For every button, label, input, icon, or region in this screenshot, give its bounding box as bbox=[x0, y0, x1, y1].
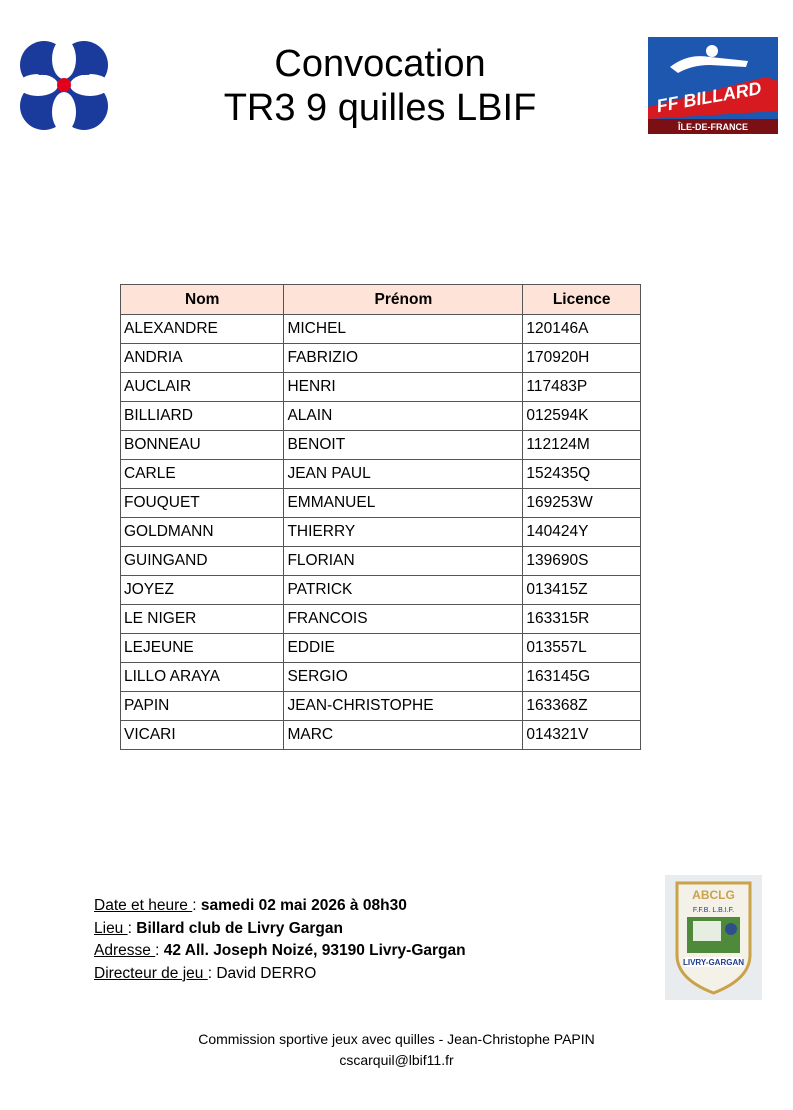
lbif-letter-f: F bbox=[80, 97, 92, 118]
abclg-badge-mid: F.F.B. L.B.I.F. bbox=[692, 907, 735, 914]
cell-licence: 013557L bbox=[523, 634, 641, 663]
cell-prenom: FRANCOIS bbox=[284, 605, 523, 634]
cell-licence: 139690S bbox=[523, 547, 641, 576]
title-line-1: Convocation bbox=[274, 43, 486, 85]
table-row bbox=[121, 460, 641, 489]
cell-licence: 120146A bbox=[523, 315, 641, 344]
cell-prenom: SERGIO bbox=[284, 663, 523, 692]
cell-nom: GUINGAND bbox=[121, 547, 284, 576]
cell-prenom: ALAIN bbox=[284, 402, 523, 431]
table-row bbox=[121, 431, 641, 460]
cell-nom: FOUQUET bbox=[121, 489, 284, 518]
table-row bbox=[121, 315, 641, 344]
cell-nom: BILLIARD bbox=[121, 402, 284, 431]
abclg-badge-bottom: LIVRY-GARGAN bbox=[682, 958, 745, 967]
cell-prenom: MARC bbox=[284, 721, 523, 750]
cell-prenom: JEAN-CHRISTOPHE bbox=[284, 692, 523, 721]
cell-nom: ALEXANDRE bbox=[121, 315, 284, 344]
ffbillard-logo bbox=[648, 37, 778, 134]
cell-nom: VICARI bbox=[121, 721, 284, 750]
ffbillard-logo-subtext: ÎLE-DE-FRANCE bbox=[678, 122, 748, 132]
adresse-separator: : bbox=[155, 942, 164, 959]
table-row bbox=[121, 663, 641, 692]
page-title bbox=[180, 42, 580, 130]
directeur-value: David DERRO bbox=[216, 964, 317, 982]
cell-licence: 140424Y bbox=[523, 518, 641, 547]
table-row bbox=[121, 721, 641, 750]
cell-prenom: FABRIZIO bbox=[284, 344, 523, 373]
date-label: Date et heure bbox=[94, 897, 193, 914]
table-row bbox=[121, 402, 641, 431]
col-header-licence: Licence bbox=[523, 285, 641, 315]
table-row bbox=[121, 373, 641, 402]
info-adresse bbox=[94, 940, 466, 963]
adresse-label: Adresse bbox=[94, 942, 156, 959]
table-row bbox=[121, 576, 641, 605]
directeur-label: Directeur de jeu bbox=[94, 964, 208, 982]
cell-prenom: PATRICK bbox=[284, 576, 523, 605]
date-separator: : bbox=[192, 897, 201, 914]
lbif-letter-b: B bbox=[79, 59, 93, 80]
cell-licence: 163368Z bbox=[523, 692, 641, 721]
info-directeur bbox=[94, 963, 466, 986]
cell-nom: BONNEAU bbox=[121, 431, 284, 460]
lieu-value: Billard club de Livry Gargan bbox=[136, 919, 343, 937]
table-row bbox=[121, 518, 641, 547]
abclg-badge-top: ABCLG bbox=[692, 888, 735, 902]
col-header-prenom: Prénom bbox=[284, 285, 523, 315]
info-date bbox=[94, 895, 466, 918]
lbif-letter-l: L bbox=[37, 59, 49, 80]
cell-nom: ANDRIA bbox=[121, 344, 284, 373]
cell-licence: 169253W bbox=[523, 489, 641, 518]
cell-nom: JOYEZ bbox=[121, 576, 284, 605]
table-row bbox=[121, 547, 641, 576]
cell-nom: GOLDMANN bbox=[121, 518, 284, 547]
table-row bbox=[121, 605, 641, 634]
cell-prenom: EMMANUEL bbox=[284, 489, 523, 518]
lieu-separator: : bbox=[127, 919, 137, 937]
table-row bbox=[121, 489, 641, 518]
col-header-nom: Nom bbox=[121, 285, 284, 315]
adresse-value: 42 All. Joseph Noizé, 93190 Livry-Gargan bbox=[163, 942, 466, 959]
cell-licence: 012594K bbox=[523, 402, 641, 431]
date-value: samedi 02 mai 2026 à 08h30 bbox=[200, 897, 407, 914]
cell-prenom: JEAN PAUL bbox=[284, 460, 523, 489]
cell-nom: LILLO ARAYA bbox=[121, 663, 284, 692]
title-line-2: TR3 9 quilles LBIF bbox=[223, 87, 537, 129]
directeur-separator: : bbox=[207, 964, 217, 982]
cell-nom: CARLE bbox=[121, 460, 284, 489]
lbif-letter-i: I bbox=[39, 97, 47, 118]
lbif-logo-center-dot bbox=[57, 78, 71, 92]
table-row bbox=[121, 692, 641, 721]
info-lieu bbox=[94, 918, 466, 941]
cell-licence: 152435Q bbox=[523, 460, 641, 489]
cell-prenom: MICHEL bbox=[284, 315, 523, 344]
cell-prenom: EDDIE bbox=[284, 634, 523, 663]
footer bbox=[0, 1029, 793, 1071]
cell-licence: 112124M bbox=[523, 431, 641, 460]
cell-prenom: FLORIAN bbox=[284, 547, 523, 576]
lieu-label: Lieu bbox=[94, 919, 128, 937]
abclg-badge bbox=[665, 875, 762, 1000]
cell-prenom: BENOIT bbox=[284, 431, 523, 460]
cell-prenom: THIERRY bbox=[284, 518, 523, 547]
cell-licence: 014321V bbox=[523, 721, 641, 750]
cell-nom: AUCLAIR bbox=[121, 373, 284, 402]
cell-licence: 163315R bbox=[523, 605, 641, 634]
ffbillard-logo-text: FF BILLARD bbox=[655, 78, 763, 117]
players-table bbox=[120, 284, 641, 750]
footer-email: cscarquil@lbif11.fr bbox=[339, 1052, 454, 1068]
lbif-logo bbox=[14, 37, 114, 134]
table-header-row bbox=[121, 285, 641, 315]
footer-line-1: Commission sportive jeux avec quilles - Jean-Christophe PAPIN bbox=[198, 1031, 595, 1047]
cell-licence: 013415Z bbox=[523, 576, 641, 605]
cell-nom: LEJEUNE bbox=[121, 634, 284, 663]
cell-nom: LE NIGER bbox=[121, 605, 284, 634]
event-info bbox=[94, 895, 466, 985]
table-row bbox=[121, 634, 641, 663]
cell-licence: 163145G bbox=[523, 663, 641, 692]
table-row bbox=[121, 344, 641, 373]
cell-licence: 170920H bbox=[523, 344, 641, 373]
cell-licence: 117483P bbox=[523, 373, 641, 402]
cell-nom: PAPIN bbox=[121, 692, 284, 721]
cell-prenom: HENRI bbox=[284, 373, 523, 402]
